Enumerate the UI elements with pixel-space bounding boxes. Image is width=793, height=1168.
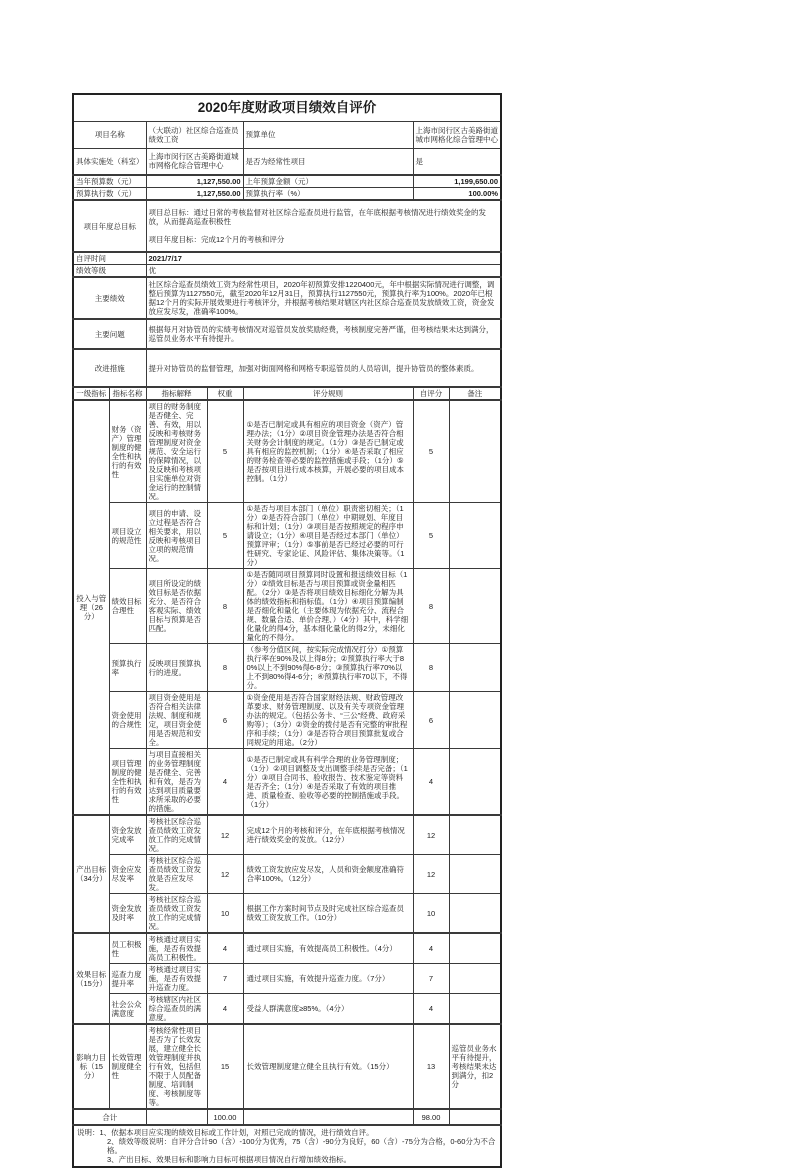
indicator-weight: 7 xyxy=(207,964,243,994)
indicator-rule: （参考分值区间，按实际完成情况打分）①预算执行率在90%及以上得8分；②预算执行率大于80%以上不到90%得6-8分；③预算执行率70%以上不到80%得4-6分；④预算执行率70以下，不得分。 xyxy=(243,644,413,692)
budget-unit-value: 上海市闵行区古美路街道城市网格化综合管理中心 xyxy=(413,121,501,148)
indicator-note xyxy=(449,964,501,994)
indicator-note xyxy=(449,815,501,855)
header-note: 备注 xyxy=(449,387,501,400)
indicator-rule: ①是否已制定或具有科学合理的业务管理制度；（1分）②项目调整及支出调整手续是否完备；（1分）③项目合同书、验收报告、技术鉴定等资料是否齐全；（1分）④是否采取了有效的项目推进、质量检查、验收等必要的控制措施或手段。（1分） xyxy=(243,749,413,816)
header-rule: 评分规则 xyxy=(243,387,413,400)
indicator-score: 6 xyxy=(413,692,449,749)
annual-goal-label: 项目年度总目标 xyxy=(73,200,146,252)
indicator-row xyxy=(73,400,501,503)
indicator-name: 资金应发尽发率 xyxy=(109,855,146,894)
indicator-rule: 根据工作方案时间节点及时完成社区综合巡查员绩效工资发放工作。（10分） xyxy=(243,894,413,934)
indicator-rule: 受益人群满意度≥85%。（4分） xyxy=(243,994,413,1025)
indicator-score: 12 xyxy=(413,855,449,894)
total-empty-cell xyxy=(146,1109,207,1125)
total-empty-cell xyxy=(449,1109,501,1125)
indicator-weight: 10 xyxy=(207,894,243,934)
indicator-row xyxy=(73,894,501,934)
indicator-rule: 绩效工资发放应发尽发，人员和资金额度准确符合率100%。（12分） xyxy=(243,855,413,894)
indicator-score: 12 xyxy=(413,815,449,855)
indicator-explanation: 考核辖区内社区综合巡查员的满意度。 xyxy=(146,994,207,1025)
indicator-explanation: 考核通过项目实施，是否有效提升巡查力度。 xyxy=(146,964,207,994)
indicator-row xyxy=(73,994,501,1025)
indicator-note xyxy=(449,569,501,644)
indicator-weight: 6 xyxy=(207,692,243,749)
total-empty-cell xyxy=(243,1109,413,1125)
indicator-weight: 15 xyxy=(207,1024,243,1109)
indicator-score: 5 xyxy=(413,503,449,569)
indicator-name: 资金发放及时率 xyxy=(109,894,146,934)
indicator-rule: 通过项目实施，有效提升巡查力度。（7分） xyxy=(243,964,413,994)
indicator-weight: 4 xyxy=(207,749,243,816)
current-budget-value: 1,127,550.00 xyxy=(146,175,243,188)
indicator-name: 长效管理制度健全性 xyxy=(109,1024,146,1109)
indicator-name: 预算执行率 xyxy=(109,644,146,692)
total-weight: 100.00 xyxy=(207,1109,243,1125)
indicator-row xyxy=(73,569,501,644)
execution-rate-label: 预算执行率（%） xyxy=(243,188,413,201)
main-performance-value: 社区综合巡查员绩效工资为经常性项目，2020年初预算安排1220400元，年中根据实际情况进行调整，调整后预算为1127550元，截至2020年12月31日，预算执行1127550元，预算执行率为100%。2020年已根据12个月的实际开展效果进行考核评分，并根据考核结果对辖区内社区综合巡查员发放绩效工资，资金发放应发尽发，准确率100%。 xyxy=(146,277,501,319)
indicator-note xyxy=(449,400,501,503)
indicator-row xyxy=(73,815,501,855)
indicator-note xyxy=(449,692,501,749)
indicator-note xyxy=(449,855,501,894)
indicator-score: 4 xyxy=(413,933,449,964)
annual-goal-line2: 项目年度目标：完成12个月的考核和评分 xyxy=(148,235,285,244)
indicator-row xyxy=(73,749,501,816)
improvement-label: 改进措施 xyxy=(73,349,146,387)
indicator-name: 资金发放完成率 xyxy=(109,815,146,855)
notes-line-3: 3、产出目标、效果目标和影响力目标可根据项目情况自行增加绩效指标。 xyxy=(107,1155,352,1164)
indicator-row xyxy=(73,964,501,994)
project-name-value: （大联动）社区综合巡查员绩效工资 xyxy=(146,121,243,148)
notes-row xyxy=(73,1125,501,1167)
indicator-name: 员工积极性 xyxy=(109,933,146,964)
implementing-office-label: 具体实施处（科室） xyxy=(73,148,146,175)
indicator-rule: ①是否随同项目预算同时设置和报送绩效目标（1分）②绩效目标是否与项目预算或资金量相匹配。（2分）③是否将项目绩效目标细化分解为具体的绩效指标和指标值。（1分）④项目预算编制是否细化和量化（主要体现为依据充分、流程合规、数量合适、单价合理、）（4分）其中，科学细化量化的得4分，基本细化量化的得2分，未细化量化的不得分。 xyxy=(243,569,413,644)
header-explanation: 指标解释 xyxy=(146,387,207,400)
indicator-name: 项目设立的规范性 xyxy=(109,503,146,569)
notes-line-1: 说明：1、依据本项目应实现的绩效目标或工作计划，对照已完成的情况，进行绩效自评。 xyxy=(77,1128,374,1137)
indicator-explanation: 项目资金使用是否符合相关法律法规、制度和规定，项目资金使用是否规范和安全。 xyxy=(146,692,207,749)
indicator-name: 巡查力度提升率 xyxy=(109,964,146,994)
indicator-rule: 完成12个月的考核和评分，在年底根据考核情况进行绩效奖金的发放。（12分） xyxy=(243,815,413,855)
indicator-row xyxy=(73,503,501,569)
group-cell-output-goal: 产出目标（34分） xyxy=(73,815,109,933)
indicator-score: 7 xyxy=(413,964,449,994)
budget-executed-label: 预算执行数（元） xyxy=(73,188,146,201)
indicator-weight: 12 xyxy=(207,815,243,855)
group-cell-input-management: 投入与管理（26分） xyxy=(73,400,109,815)
indicator-weight: 5 xyxy=(207,503,243,569)
previous-budget-value: 1,199,650.00 xyxy=(413,175,501,188)
indicator-row xyxy=(73,644,501,692)
indicator-weight: 12 xyxy=(207,855,243,894)
indicator-explanation: 考核经常性项目是否为了长效发展，建立健全长效管理制度并执行有效，包括但不限于人员配备制度、培训制度、考核制度等等。 xyxy=(146,1024,207,1109)
header-score: 自评分 xyxy=(413,387,449,400)
previous-budget-label: 上年预算金额（元） xyxy=(243,175,413,188)
indicator-score: 8 xyxy=(413,569,449,644)
project-name-label: 项目名称 xyxy=(73,121,146,148)
indicator-row xyxy=(73,933,501,964)
form-title: 2020年度财政项目绩效自评价 xyxy=(73,94,501,121)
indicator-rule: ①资金使用是否符合国家财经法规、财政管理改革要求、财务管理制度、以及有关专项资金管理办法的规定。（包括公务卡、“三公”经费、政府采购等）；（3分）②资金的拨付是否有完整的审批程序和手续；（1分）③是否符合项目预算批复或合同规定的用途。（2分） xyxy=(243,692,413,749)
indicator-weight: 4 xyxy=(207,933,243,964)
indicator-explanation: 反映项目预算执行的进度。 xyxy=(146,644,207,692)
indicator-explanation: 考核社区综合巡查员绩效工资发放工作的完成情况。 xyxy=(146,894,207,934)
indicator-explanation: 与项目直接相关的业务管理制度是否健全、完善和有效，是否为达到项目质量要求所采取的必要的措施。 xyxy=(146,749,207,816)
indicator-note: 巡管员业务水平有待提升，考核结果未达到满分，扣2分 xyxy=(449,1024,501,1109)
indicator-weight: 8 xyxy=(207,644,243,692)
indicator-explanation: 考核社区综合巡查员绩效工资发放是否应发尽发。 xyxy=(146,855,207,894)
indicator-note xyxy=(449,644,501,692)
indicator-rule: 通过项目实施，有效提高员工积极性。（4分） xyxy=(243,933,413,964)
total-row xyxy=(73,1109,501,1125)
indicator-note xyxy=(449,894,501,934)
indicator-score: 13 xyxy=(413,1024,449,1109)
indicator-explanation: 项目所设定的绩效目标是否依据充分、是否符合客观实际、绩效目标与预算是否匹配。 xyxy=(146,569,207,644)
main-issues-value: 根据每月对协管员的实绩考核情况对巡管员发放奖励经费，考核制度完善严谨，但考核结果未达到满分，巡管员业务水平有待提升。 xyxy=(146,319,501,349)
indicator-name: 项目管理制度的健全性和执行的有效性 xyxy=(109,749,146,816)
indicator-weight: 8 xyxy=(207,569,243,644)
indicator-weight: 5 xyxy=(207,400,243,503)
notes-block xyxy=(73,1125,501,1167)
recurring-project-label: 是否为经常性项目 xyxy=(243,148,413,175)
indicator-rule: 长效管理制度建立健全且执行有效。（15分） xyxy=(243,1024,413,1109)
indicator-score: 4 xyxy=(413,749,449,816)
evaluation-form xyxy=(72,93,503,1168)
group-cell-effect-goal: 效果目标（15分） xyxy=(73,933,109,1024)
indicator-weight: 4 xyxy=(207,994,243,1025)
header-weight: 权重 xyxy=(207,387,243,400)
indicator-name: 绩效目标合理性 xyxy=(109,569,146,644)
indicator-rule: ①是否已制定或具有相应的项目资金（资产）管理办法；（1分）②项目资金管理办法是否符合相关财务会计制度的规定。（1分）③是否已制定或具有相应的监控机制；（1分）④是否采取了相应的财务检查等必要的监控措施或手段；（1分）⑤是否按项目进行成本核算，开展必要的项目成本控制。（1分） xyxy=(243,400,413,503)
evaluation-table xyxy=(72,93,502,1168)
indicator-explanation: 考核社区综合巡查员绩效工资发放工作的完成情况。 xyxy=(146,815,207,855)
total-score: 98.00 xyxy=(413,1109,449,1125)
indicator-note xyxy=(449,503,501,569)
indicator-row xyxy=(73,692,501,749)
header-name: 指标名称 xyxy=(109,387,146,400)
self-eval-time-label: 自评时间 xyxy=(73,252,146,265)
self-eval-time-value: 2021/7/17 xyxy=(146,252,501,265)
indicator-name: 财务（资产）管理制度的健全性和执行的有效性 xyxy=(109,400,146,503)
performance-grade-value: 优 xyxy=(146,265,501,278)
indicator-name: 社会公众满意度 xyxy=(109,994,146,1025)
header-level1: 一级指标 xyxy=(73,387,109,400)
main-issues-label: 主要问题 xyxy=(73,319,146,349)
budget-executed-value: 1,127,550.00 xyxy=(146,188,243,201)
indicator-note xyxy=(449,994,501,1025)
implementing-office-value: 上海市闵行区古美路街道城市网格化综合管理中心 xyxy=(146,148,243,175)
indicator-score: 4 xyxy=(413,994,449,1025)
total-label: 合计 xyxy=(73,1109,146,1125)
notes-line-2: 2、绩效等级说明：自评分合计90（含）-100分为优秀，75（含）-90分为良好，60（含）-75分为合格，0-60分为不合格。 xyxy=(107,1137,496,1155)
indicator-score: 8 xyxy=(413,644,449,692)
main-performance-label: 主要绩效 xyxy=(73,277,146,319)
budget-unit-label: 预算单位 xyxy=(243,121,413,148)
indicator-score: 5 xyxy=(413,400,449,503)
indicator-score: 10 xyxy=(413,894,449,934)
indicator-row xyxy=(73,855,501,894)
indicator-name: 资金使用的合规性 xyxy=(109,692,146,749)
recurring-project-value: 是 xyxy=(413,148,501,175)
indicator-row xyxy=(73,1024,501,1109)
annual-goal-value xyxy=(146,200,501,252)
indicator-header-row xyxy=(73,387,501,400)
indicator-note xyxy=(449,933,501,964)
indicator-explanation: 考核通过项目实施，是否有效提高员工积极性。 xyxy=(146,933,207,964)
annual-goal-line1: 项目总目标：通过日常的考核监督对社区综合巡查员进行监管，在年底根据考核情况进行绩效奖金的发放，从而提高巡查积极性 xyxy=(148,208,486,226)
indicator-rule: ①是否与项目本部门（单位）职责密切相关；（1分）②是否符合部门（单位）中期规划、年度目标和计划；（1分）③项目是否按照规定的程序申请设立；（1分）④项目是否经过本部门（单位）预算评审；（1分）⑤事前是否已经过必要的可行性研究、专家论证、风险评估、集体决策等。（1分） xyxy=(243,503,413,569)
execution-rate-value: 100.00% xyxy=(413,188,501,201)
indicator-note xyxy=(449,749,501,816)
indicator-explanation: 项目的申请、设立过程是否符合相关要求，用以反映和考核项目立项的规范情况。 xyxy=(146,503,207,569)
group-cell-influence-goal: 影响力目标（15分） xyxy=(73,1024,109,1109)
improvement-value: 提升对协管员的监督管理，加强对街面网格和网格专职巡管员的人员培训，提升协管员的整体素质。 xyxy=(146,349,501,387)
current-budget-label: 当年预算数（元） xyxy=(73,175,146,188)
indicator-explanation: 项目的财务制度是否健全、完善、有效，用以反映和考核财务管理制度对资金规范、安全运行的保障情况，以及反映和考核项目实施单位对资金运行的控制情况。 xyxy=(146,400,207,503)
performance-grade-label: 绩效等级 xyxy=(73,265,146,278)
